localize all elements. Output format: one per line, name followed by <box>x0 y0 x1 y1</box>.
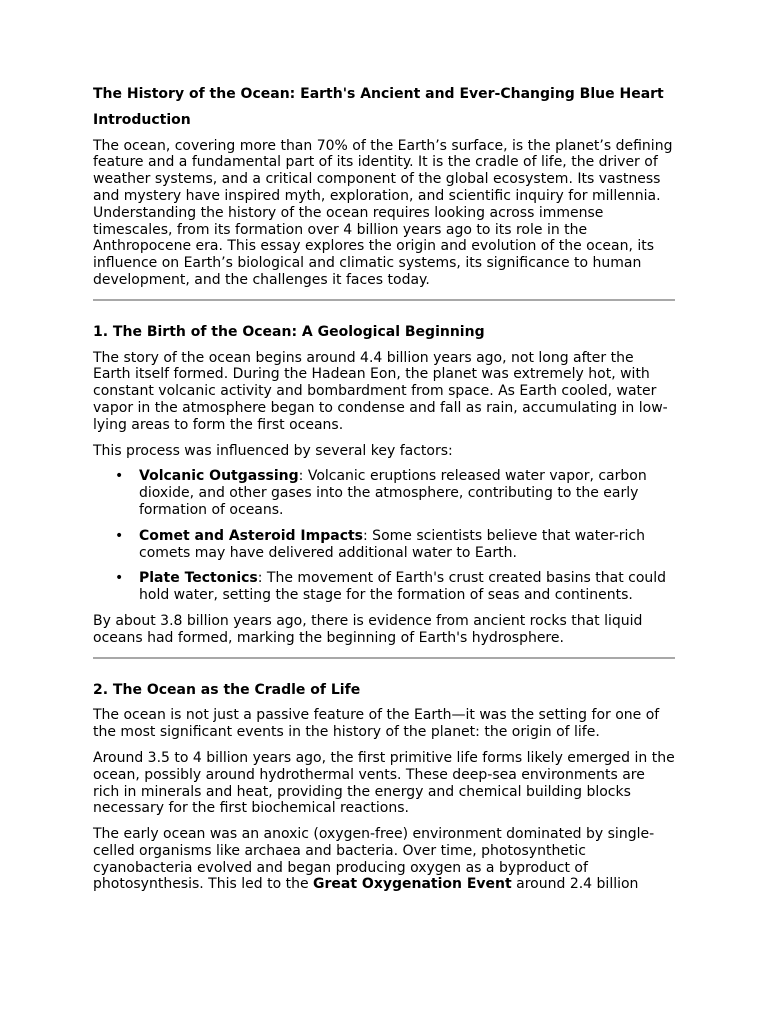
section2-heading: 2. The Ocean as the Cradle of Life <box>93 681 361 698</box>
intro-paragraph: The ocean, covering more than 70% of the Earth’s surface, is the planet’s defining feature and a fundamental part of its identity. It is the cradle of life, the driver of weather systems, and a critical component of the global ecosystem. Its vastness and mystery have inspired myth, exploration, and scientific inquiry for millennia. Understanding the history of the ocean requires looking across immense timescales, from its formation over 4 billion years ago to its role in the Anthropocene era. This essay explores the origin and evolution of the ocean, its influence on Earth’s biological and climatic systems, its significance to human development, and the challenges it faces today. <box>93 137 673 288</box>
paragraph-text: around 2.4 billion <box>511 876 639 893</box>
bullet-icon: • <box>115 570 124 587</box>
list-item <box>93 468 675 518</box>
section-divider <box>93 657 675 659</box>
section2-paragraph-1: The ocean is not just a passive feature of the Earth—it was the setting for one of the most significant events in the history of the planet: the origin of life. <box>93 707 660 741</box>
paragraph-text: The early ocean was an anoxic (oxygen-free) environment dominated by single-celled organisms like archaea and bacteria. Over time, photosynthetic cyanobacteria evolved and began producing oxygen as a byproduct of photosynthesis. This led to the <box>93 826 655 893</box>
section1-paragraph-3: By about 3.8 billion years ago, there is evidence from ancient rocks that liquid oceans had formed, marking the beginning of Earth's hydrosphere. <box>93 612 643 646</box>
section2-paragraph-3 <box>93 826 675 893</box>
section2-paragraph-2: Around 3.5 to 4 billion years ago, the first primitive life forms likely emerged in the ocean, possibly around hydrothermal vents. These deep-sea environments are rich in minerals and heat, providing the energy and chemical building blocks necessary for the first biochemical reactions. <box>93 749 675 817</box>
bullet-icon: • <box>115 468 124 485</box>
list-item-text: : Some scientists believe that water-rich comets may have delivered additional water to Earth. <box>139 527 645 561</box>
intro-heading: Introduction <box>93 111 191 128</box>
section1-paragraph-1: The story of the ocean begins around 4.4 billion years ago, not long after the Earth itself formed. During the Hadean Eon, the planet was extremely hot, with constant volcanic activity and bombardment from space. As Earth cooled, water vapor in the atmosphere began to condense and fall as rain, accumulating in low-lying areas to form the first oceans. <box>93 349 668 433</box>
great-oxygenation-event-term: Great Oxygenation Event <box>313 876 512 893</box>
section-divider <box>93 299 675 301</box>
list-item <box>93 570 675 604</box>
bullet-icon: • <box>115 527 124 544</box>
list-item <box>93 528 675 562</box>
document-page <box>93 86 675 902</box>
list-item-text: : Volcanic eruptions released water vapor, carbon dioxide, and other gases into the atmosphere, contributing to the early formation of oceans. <box>139 468 647 518</box>
list-item-term: Plate Tectonics <box>139 570 258 587</box>
list-item-term: Volcanic Outgassing <box>139 468 299 485</box>
section1-paragraph-2: This process was influenced by several key factors: <box>93 442 453 459</box>
document-title: The History of the Ocean: Earth's Ancient and Ever-Changing Blue Heart <box>93 86 664 102</box>
factors-list <box>93 468 675 604</box>
list-item-text: : The movement of Earth's crust created basins that could hold water, setting the stage for the formation of seas and continents. <box>139 570 667 604</box>
list-item-term: Comet and Asteroid Impacts <box>139 527 364 544</box>
section1-heading: 1. The Birth of the Ocean: A Geological Beginning <box>93 323 485 340</box>
